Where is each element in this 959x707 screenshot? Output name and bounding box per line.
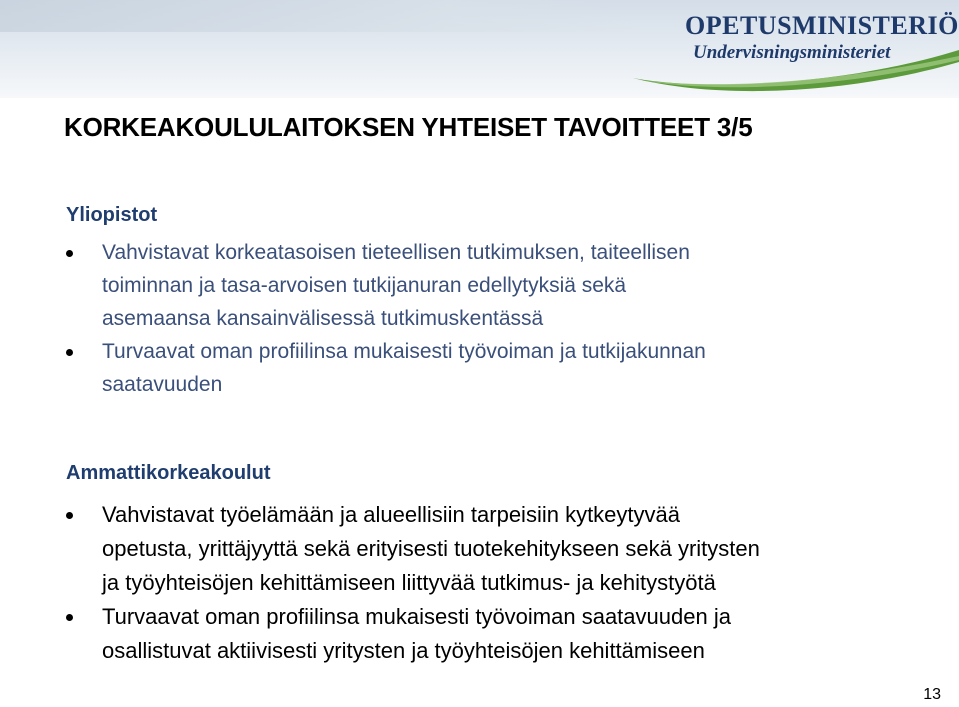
logo-line1: OPETUSMINISTERIÖ [685, 11, 959, 40]
bullet-icon [66, 512, 73, 519]
line: osallistuvat aktiivisesti yritysten ja työyhteisöjen kehittämiseen [102, 638, 705, 663]
page-number: 13 [923, 686, 941, 703]
section-yliopistot [66, 204, 946, 401]
section-heading: Ammattikorkeakoulut [66, 462, 271, 484]
line: saatavuuden [102, 373, 223, 396]
line: Turvaavat oman profiilinsa mukaisesti työvoiman ja tutkijakunnan [102, 340, 706, 363]
bullet-icon [66, 250, 73, 257]
section-ammattikorkeakoulut [66, 462, 946, 668]
line: Vahvistavat korkeatasoisen tieteellisen tutkimuksen, taiteellisen [102, 241, 690, 264]
list-item [66, 498, 946, 600]
list-item [66, 335, 946, 401]
bullet-list [66, 236, 946, 401]
line: opetusta, yrittäjyyttä sekä erityisesti tuotekehitykseen sekä yritysten [102, 536, 760, 561]
slide-title: KORKEAKOULULAITOKSEN YHTEISET TAVOITTEET 3/5 [64, 112, 753, 142]
line: toiminnan ja tasa-arvoisen tutkijanuran edellytyksiä sekä [102, 274, 627, 297]
line: Turvaavat oman profiilinsa mukaisesti työvoiman saatavuuden ja [102, 604, 731, 629]
header-band [0, 0, 959, 98]
ministry-logo [629, 0, 959, 96]
list-item [66, 236, 946, 335]
bullet-icon [66, 614, 73, 621]
line: ja työyhteisöjen kehittämiseen liittyvää tutkimus- ja kehitystyötä [102, 570, 716, 595]
line: asemaansa kansainvälisessä tutkimuskentässä [102, 307, 544, 330]
line: Vahvistavat työelämään ja alueellisiin tarpeisiin kytkeytyvää [102, 502, 680, 527]
list-item [66, 600, 946, 668]
section-heading: Yliopistot [66, 204, 158, 226]
header-stripe [0, 0, 640, 32]
bullet-list [66, 498, 946, 668]
logo-line2: Undervisningsministeriet [693, 42, 891, 63]
bullet-icon [66, 349, 73, 356]
